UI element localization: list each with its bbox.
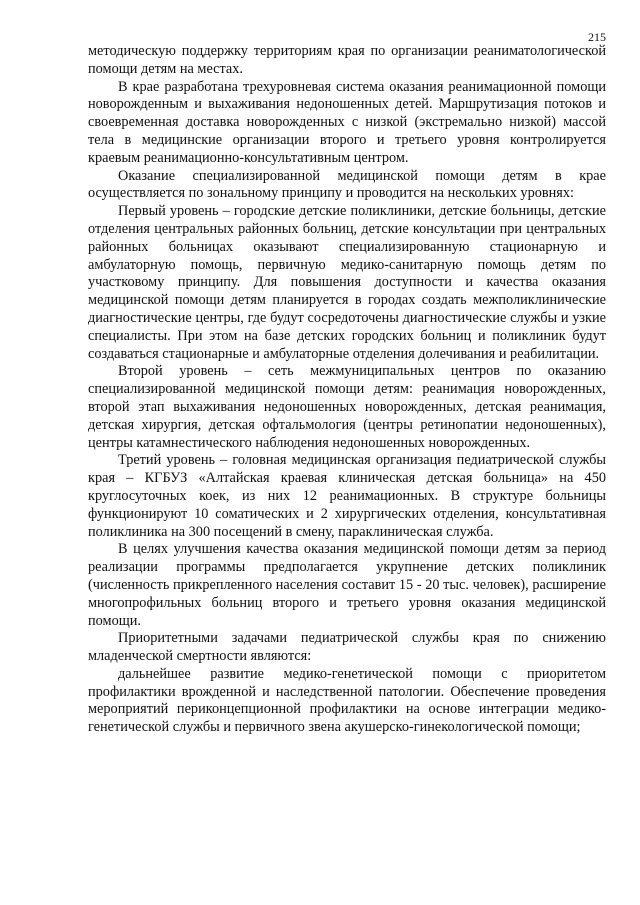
paragraph-continuation: методическую поддержку территориям края по организации реаниматологической помощи детям на местах. (88, 43, 606, 77)
body-text (88, 43, 606, 737)
paragraph-medical-genetic-care: дальнейшее развитие медико-генетической помощи с приоритетом профилактики врожденной и наследственной патологии. Обеспечение проведения мероприятий периконцепционной профилактики на основе интеграции медико-генетической службы и первичного звена акушерско-гинекологической помощи; (88, 665, 606, 736)
paragraph-quality-improvement: В целях улучшения качества оказания медицинской помощи детям за период реализации программы предполагается укрупнение детских поликлиник (численность прикрепленного населения составит 15 - 20 тыс. человек), расширение многопрофильных больниц второго и третьего уровня оказания медицинской помощи. (88, 541, 606, 629)
paragraph-second-level: Второй уровень – сеть межмуниципальных центров по оказанию специализированной медицинской помощи детям: реанимация новорожденных, второй этап выхаживания недоношенных новорожденных, детская реанимация, детская хирургия, детская офтальмология (центры ретинопатии недоношенных), центры катамнестического наблюдения недоношенных новорожденных. (88, 363, 606, 451)
paragraph-third-level: Третий уровень – головная медицинская организация педиатрической службы края – КГБУЗ «Алтайская краевая клиническая детская больница» на 450 круглосуточных коек, из них 12 реанимационных. В структуре больницы функционируют 10 соматических и 2 хирургических отделения, консультативная поликлиника на 300 посещений в смену, параклиническая служба. (88, 452, 606, 540)
paragraph-three-level-system: В крае разработана трехуровневая система оказания реанимационной помощи новорожденным и выхаживания недоношенных детей. Маршрутизация потоков и своевременная доставка новорожденных с низкой (экстремально низкой) массой тела в медицинские организации второго и третьего уровня контролируется краевым реанимационно-консультативным центром. (88, 78, 606, 166)
paragraph-priority-tasks: Приоритетными задачами педиатрической службы края по снижению младенческой смертности являются: (88, 630, 606, 665)
paragraph-zonal-principle: Оказание специализированной медицинской помощи детям в крае осуществляется по зональному принципу и проводится на нескольких уровнях: (88, 167, 606, 202)
page-number: 215 (588, 30, 606, 44)
paragraph-first-level: Первый уровень – городские детские поликлиники, детские больницы, детские отделения центральных районных больниц, детские консультации при центральных районных больницах оказывают специализированную стационарную и амбулаторную помощь, первичную медико-санитарную помощь детям по участковому принципу. Для повышения доступности и качества оказания медицинской помощи детям планируется в городах создать межполиклинические диагностические центры, где будут сосредоточены диагностические службы и узкие специалисты. При этом на базе детских городских больниц и поликлиник будут создаваться стационарные и амбулаторные отделения долечивания и реабилитации. (88, 203, 606, 362)
